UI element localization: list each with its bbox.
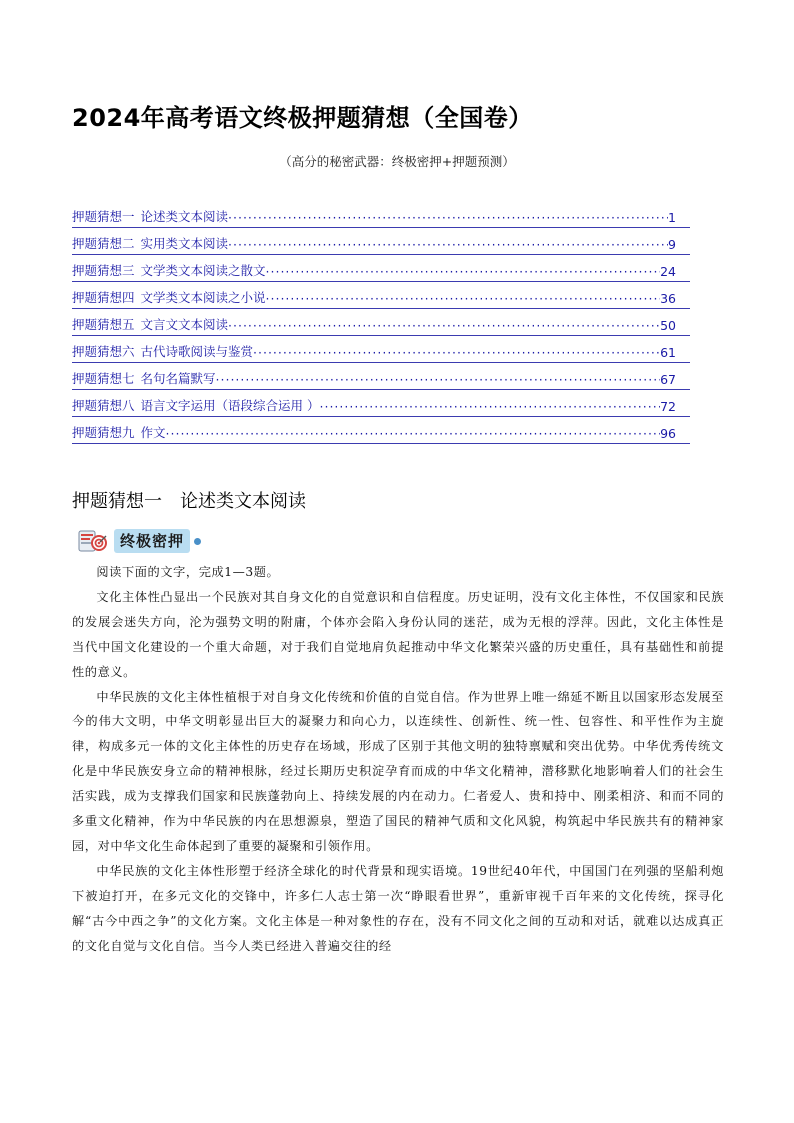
- target-icon: [78, 528, 108, 554]
- toc-entry-2[interactable]: [72, 228, 690, 255]
- toc-entry-topic: 语言文字运用（语段综合运用 ）: [140, 398, 320, 413]
- toc-entry-topic: 古代诗歌阅读与鉴赏: [140, 344, 254, 359]
- toc-page-number: 96: [660, 426, 676, 441]
- passage-paragraph: 中华民族的文化主体性形塑于经济全球化的时代背景和现实语境。19世纪40年代，中国国门在列强的坚船利炮下被迫打开，在多元文化的交锋中，许多仁人志士第一次“睁眼看世界”，重新审视千百年来的文化传统，探寻化解“古今中西之争”的文化方案。文化主体是一种对象性的存在，没有不同文化之间的互动和对话，就难以达成真正的文化自觉与文化自信。当今人类已经进入普遍交往的经: [72, 863, 724, 953]
- toc-entry-topic: 实用类文本阅读: [140, 236, 229, 251]
- toc-entry-topic: 论述类文本阅读: [140, 209, 229, 224]
- document-title: 2024年高考语文终极押题猜想（全国卷）: [72, 104, 533, 132]
- toc-entry-5[interactable]: [72, 309, 690, 336]
- toc-entry-topic: 作文: [140, 425, 166, 440]
- toc-page-number: 50: [660, 318, 676, 333]
- toc-entry-topic: 名句名篇默写: [140, 371, 216, 386]
- table-of-contents: [72, 201, 690, 444]
- toc-entry-9[interactable]: [72, 417, 690, 444]
- toc-entry-7[interactable]: [72, 363, 690, 390]
- toc-entry-topic: 文学类文本阅读之小说: [140, 290, 266, 305]
- toc-entry-4[interactable]: [72, 282, 690, 309]
- toc-leader-dots: [320, 399, 661, 416]
- document-subtitle: （高分的秘密武器：终极密押+押题预测）: [279, 154, 515, 169]
- toc-entry-topic: 文学类文本阅读之散文: [140, 263, 266, 278]
- passage-body: [72, 560, 724, 959]
- badge-dot-icon: [194, 538, 201, 545]
- toc-entry-prefix: 押题猜想九: [72, 425, 135, 440]
- toc-entry-prefix: 押题猜想二: [72, 236, 135, 251]
- toc-leader-dots: [266, 291, 661, 308]
- toc-page-number: 36: [660, 291, 676, 306]
- toc-entry-prefix: 押题猜想六: [72, 344, 135, 359]
- toc-leader-dots: [228, 210, 668, 227]
- section-heading-prefix: 押题猜想一: [72, 491, 162, 512]
- toc-entry-prefix: 押题猜想一: [72, 209, 135, 224]
- toc-leader-dots: [228, 237, 668, 254]
- toc-leader-dots: [228, 318, 660, 335]
- toc-page-number: 9: [668, 237, 676, 252]
- toc-entry-prefix: 押题猜想七: [72, 371, 135, 386]
- section-heading: [72, 487, 306, 513]
- final-prediction-badge: [78, 527, 201, 555]
- toc-leader-dots: [253, 345, 660, 362]
- toc-leader-dots: [166, 426, 661, 443]
- section-heading-topic: 论述类文本阅读: [180, 491, 306, 512]
- toc-entry-prefix: 押题猜想八: [72, 398, 135, 413]
- toc-page-number: 72: [660, 399, 676, 414]
- toc-page-number: 67: [660, 372, 676, 387]
- toc-page-number: 61: [660, 345, 676, 360]
- toc-entry-prefix: 押题猜想五: [72, 317, 135, 332]
- toc-entry-6[interactable]: [72, 336, 690, 363]
- toc-page-number: 24: [660, 264, 676, 279]
- toc-entry-1[interactable]: [72, 201, 690, 228]
- toc-entry-prefix: 押题猜想三: [72, 263, 135, 278]
- passage-paragraph: 中华民族的文化主体性植根于对自身文化传统和价值的自觉自信。作为世界上唯一绵延不断且以国家形态发展至今的伟大文明，中华文明彰显出巨大的凝聚力和向心力，以连续性、创新性、统一性、包容性、和平性作为主旋律，构成多元一体的文化主体性的历史存在场域，形成了区别于其他文明的独特禀赋和突出优势。中华优秀传统文化是中华民族安身立命的精神根脉，经过长期历史积淀孕育而成的中华文化精神，潜移默化地影响着人们的社会生活实践，成为支撑我们国家和民族蓬勃向上、持续发展的内在动力。仁者爱人、贵和持中、刚柔相济、和而不同的多重文化精神，作为中华民族的内在思想源泉，塑造了国民的精神气质和文化风貌，构筑起中华民族共有的精神家园，对中华文化生命体起到了重要的凝聚和引领作用。: [72, 689, 724, 853]
- passage-paragraph: 文化主体性凸显出一个民族对其自身文化的自觉意识和自信程度。历史证明，没有文化主体性，不仅国家和民族的发展会迷失方向，沦为强势文明的附庸，个体亦会陷入身份认同的迷茫，成为无根的浮萍。因此，文化主体性是当代中国文化建设的一个重大命题，对于我们自觉地肩负起推动中华文化繁荣兴盛的历史重任，具有基础性和前提性的意义。: [72, 589, 724, 679]
- toc-entry-8[interactable]: [72, 390, 690, 417]
- toc-leader-dots: [266, 264, 661, 281]
- toc-entry-topic: 文言文文本阅读: [140, 317, 229, 332]
- toc-page-number: 1: [668, 210, 676, 225]
- toc-entry-prefix: 押题猜想四: [72, 290, 135, 305]
- badge-label: 终极密押: [114, 529, 190, 553]
- toc-leader-dots: [216, 372, 661, 389]
- passage-instruction: 阅读下面的文字，完成1—3题。: [96, 565, 280, 579]
- toc-entry-3[interactable]: [72, 255, 690, 282]
